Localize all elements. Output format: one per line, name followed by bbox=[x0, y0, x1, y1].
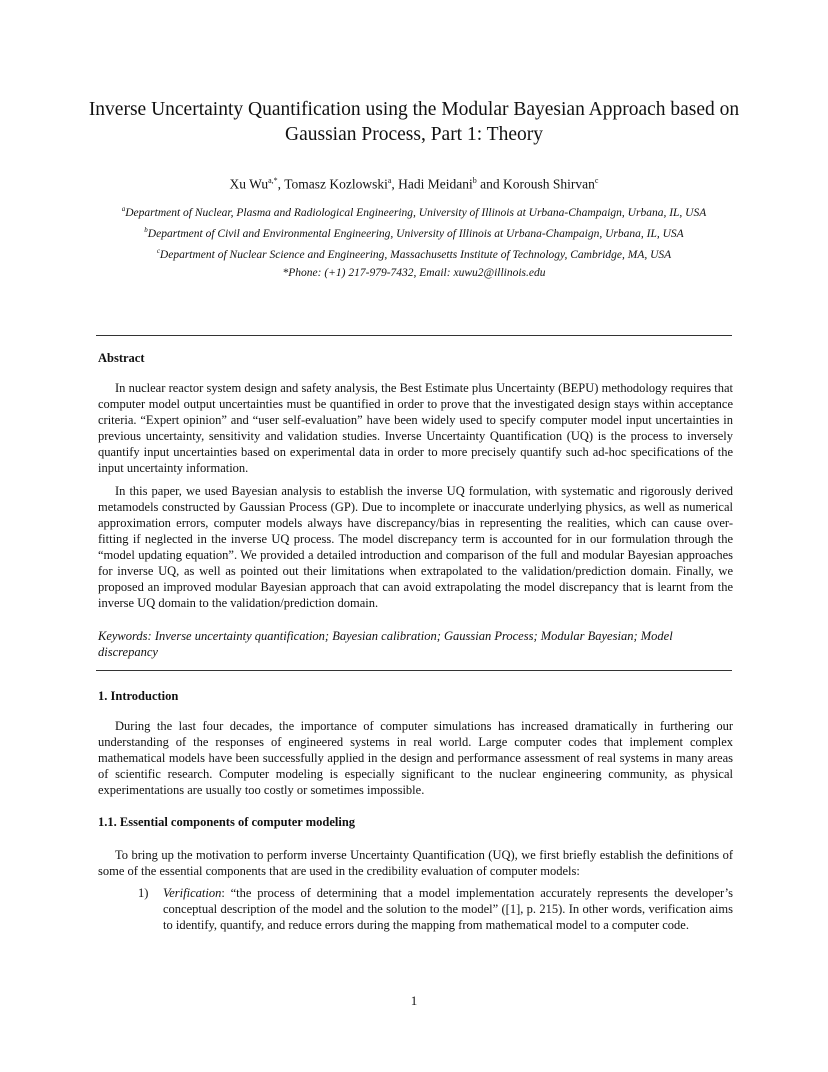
author-name: Hadi Meidani bbox=[398, 176, 473, 192]
affiliation bbox=[40, 205, 788, 219]
author-separator: and bbox=[476, 176, 504, 192]
abstract-heading: Abstract bbox=[98, 351, 145, 365]
list-item-term: Verification bbox=[163, 886, 222, 900]
subsection-heading: 1.1. Essential components of computer modeling bbox=[98, 815, 356, 829]
section-heading-introduction: 1. Introduction bbox=[98, 689, 179, 703]
contact-info: *Phone: (+1) 217-979-7432, Email: xuwu2@illinois.edu bbox=[282, 267, 546, 279]
horizontal-rule bbox=[96, 335, 732, 336]
paper-title: Inverse Uncertainty Quantification using the Modular Bayesian Approach based on Gaussian Process, Part 1: Theory bbox=[88, 99, 740, 145]
author-affiliation-mark: b bbox=[472, 176, 477, 185]
author-list bbox=[60, 176, 768, 193]
abstract-paragraph: In nuclear reactor system design and safety analysis, the Best Estimate plus Uncertainty (BEPU) methodology requires that computer model output uncertainties must be quantified in order to prove that the investigated design stays within acceptance criteria. “Expert opinion” and “user self-evaluation” have been widely used to specify computer model input uncertainties in previous uncertainty, sensitivity and validation studies. Inverse Uncertainty Quantification (UQ) is the process to inversely quantify input uncertainties based on experimental data in order to more precisely quantify such ad-hoc specifications of the input uncertainty information. bbox=[98, 381, 733, 475]
author-name: Tomasz Kozlowski bbox=[284, 176, 388, 192]
list-item-number: 1) bbox=[138, 886, 149, 900]
page-number: 1 bbox=[410, 993, 418, 1008]
affiliation-mark: b bbox=[144, 226, 148, 234]
author-affiliation-mark: a,* bbox=[268, 176, 278, 185]
author-affiliation-mark: a bbox=[387, 176, 392, 185]
abstract-paragraph: In this paper, we used Bayesian analysis to establish the inverse UQ formulation, with systematic and rigorously derived metamodels constructed by Gaussian Process (GP). Due to incomplete or inaccurate underlying physics, as well as numerical approximation errors, computer models always have discrepancy/bias in representing the realities, which can cause over-fitting if neglected in the inverse UQ process. The model discrepancy term is accounted for in our formulation through the “model updating equation”. We provided a detailed introduction and comparison of the full and modular Bayesian approaches for inverse UQ, as well as pointed out their limitations when extrapolated to the validation/prediction domain. Finally, we proposed an improved modular Bayesian approach that can avoid extrapolating the model discrepancy that is learnt from the inverse UQ domain to the validation/prediction domain. bbox=[98, 484, 733, 610]
affiliation bbox=[40, 247, 788, 261]
subsection-paragraph: To bring up the motivation to perform inverse Uncertainty Quantification (UQ), we first briefly establish the definitions of some of the essential components that are used in the credibility evaluation of computer models: bbox=[98, 848, 733, 878]
keywords: Keywords: Inverse uncertainty quantification; Bayesian calibration; Gaussian Process; Modular Bayesian; Model discrepancy bbox=[98, 629, 673, 659]
list-item-text: : “the process of determining that a model implementation accurately represents the developer’s conceptual description of the model and the solution to the model” ([1], p. 215). In other words, verification aims to identify, quantify, and reduce errors during the mapping from mathematical model to a computer code. bbox=[163, 886, 733, 932]
horizontal-rule bbox=[96, 670, 732, 671]
affiliation-text: Department of Civil and Environmental Engineering, University of Illinois at Urbana-Champaign, Urbana, IL, USA bbox=[147, 227, 684, 240]
affiliation-mark: c bbox=[156, 247, 160, 255]
author-separator: , bbox=[391, 176, 399, 192]
author-affiliation-mark: c bbox=[594, 176, 599, 185]
introduction-paragraph: During the last four decades, the importance of computer simulations has increased dramatically in furthering our understanding of the responses of engineered systems in real world. Large computer codes that implement complex mathematical models have been successfully applied in the design and performance assessment of real systems in many areas of scientific research. Computer modeling is especially significant to the nuclear engineering community, as physical experimentations are usually too costly or sometimes impossible. bbox=[98, 719, 733, 797]
affiliation-mark: a bbox=[121, 205, 126, 213]
author-separator: , bbox=[277, 176, 285, 192]
affiliation bbox=[40, 226, 788, 240]
list-item-body bbox=[163, 885, 733, 933]
affiliation-text: Department of Nuclear Science and Engineering, Massachusetts Institute of Technology, Cambridge, MA, USA bbox=[159, 248, 672, 261]
author-name: Koroush Shirvan bbox=[503, 176, 595, 192]
author-name: Xu Wu bbox=[229, 176, 269, 192]
affiliation-text: Department of Nuclear, Plasma and Radiological Engineering, University of Illinois at Urbana-Champaign, Urbana, IL, USA bbox=[125, 206, 707, 219]
